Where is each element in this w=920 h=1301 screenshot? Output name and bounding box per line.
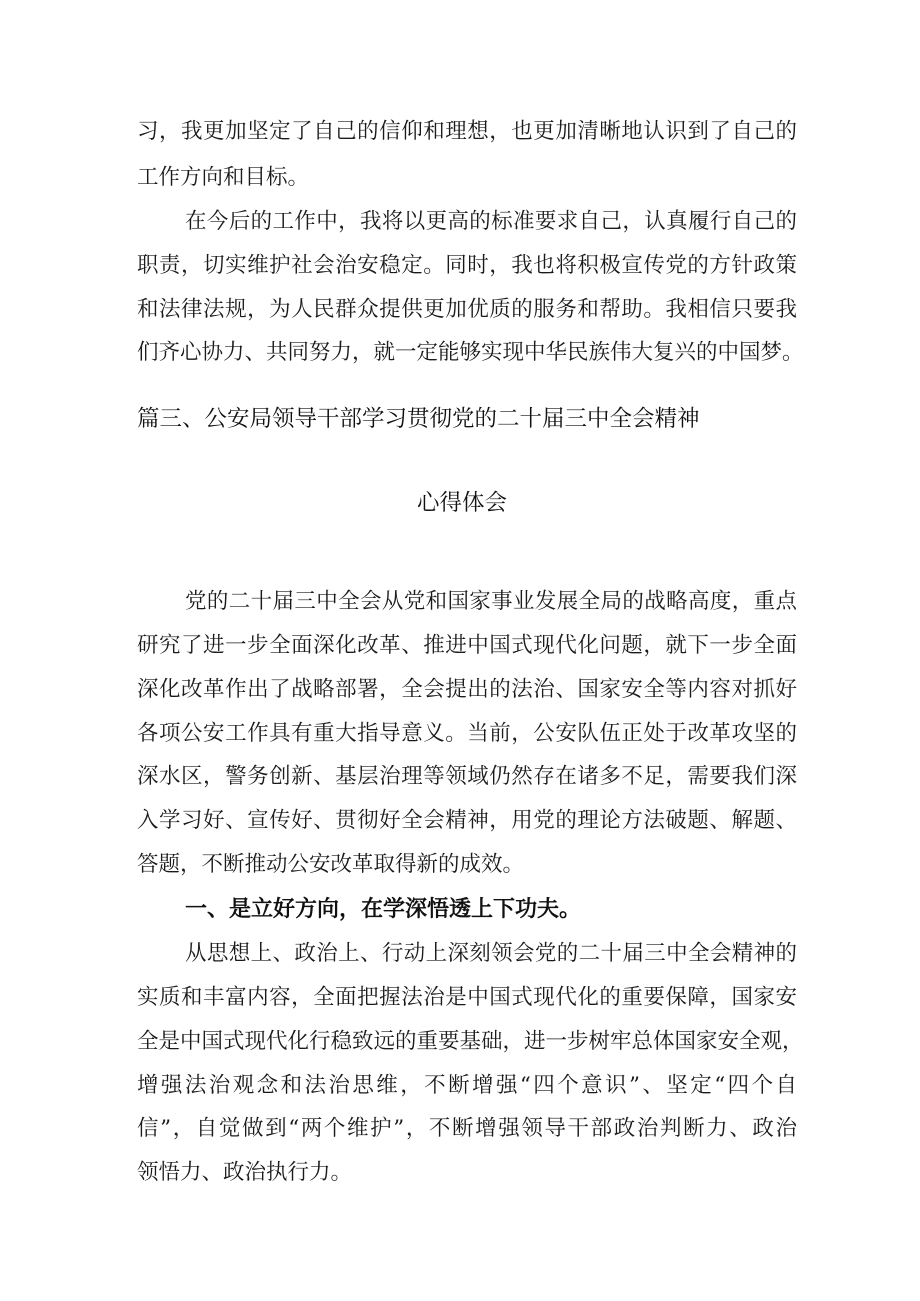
- text-line: 全是中国式现代化行稳致远的重要基础，进一步树牢总体国家安全观，: [137, 1029, 804, 1054]
- text-line: 和法律法规，为人民群众提供更加优质的服务和帮助。我相信只要我: [137, 297, 797, 322]
- text-line: 职责，切实维护社会治安稳定。同时，我也将积极宣传党的方针政策: [137, 253, 797, 278]
- text-line: 入学习好、宣传好、贯彻好全会精神，用党的理论方法破题、解题、: [137, 808, 797, 833]
- section-title-line-2: 心得体会: [417, 490, 508, 516]
- text-line: 在今后的工作中，我将以更高的标准要求自己，认真履行自己的: [185, 209, 797, 234]
- text-line: 从思想上、政治上、行动上深刻领会党的二十届三中全会精神的: [185, 941, 797, 966]
- text-line: 信”，自觉做到“两个维护”，不断增强领导干部政治判断力、政治: [137, 1116, 797, 1141]
- text-line: 习，我更加坚定了自己的信仰和理想，也更加清晰地认识到了自己的: [137, 119, 797, 144]
- text-line: 们齐心协力、共同努力，就一定能够实现中华民族伟大复兴的中国梦。: [137, 340, 804, 365]
- text-line: 各项公安工作具有重大指导意义。当前，公安队伍正处于改革攻坚的: [137, 721, 797, 746]
- text-line: 增强法治观念和法治思维，不断增强“四个意识”、坚定“四个自: [137, 1073, 797, 1098]
- subheading: 一、是立好方向，在学深悟透上下功夫。: [185, 897, 582, 922]
- text-line: 深水区，警务创新、基层治理等领域仍然存在诸多不足，需要我们深: [137, 764, 797, 789]
- text-line: 工作方向和目标。: [137, 165, 310, 190]
- text-line: 领悟力、政治执行力。: [137, 1160, 353, 1185]
- section-title-line-1: 篇三、公安局领导干部学习贯彻党的二十届三中全会精神: [137, 406, 700, 432]
- text-line: 党的二十届三中全会从党和国家事业发展全局的战略高度，重点: [185, 589, 797, 614]
- text-line: 研究了进一步全面深化改革、推进中国式现代化问题，就下一步全面: [137, 633, 797, 658]
- text-line: 实质和丰富内容，全面把握法治是中国式现代化的重要保障，国家安: [137, 985, 797, 1010]
- text-line: 答题，不断推动公安改革取得新的成效。: [137, 852, 525, 877]
- text-line: 深化改革作出了战略部署，全会提出的法治、国家安全等内容对抓好: [137, 677, 797, 702]
